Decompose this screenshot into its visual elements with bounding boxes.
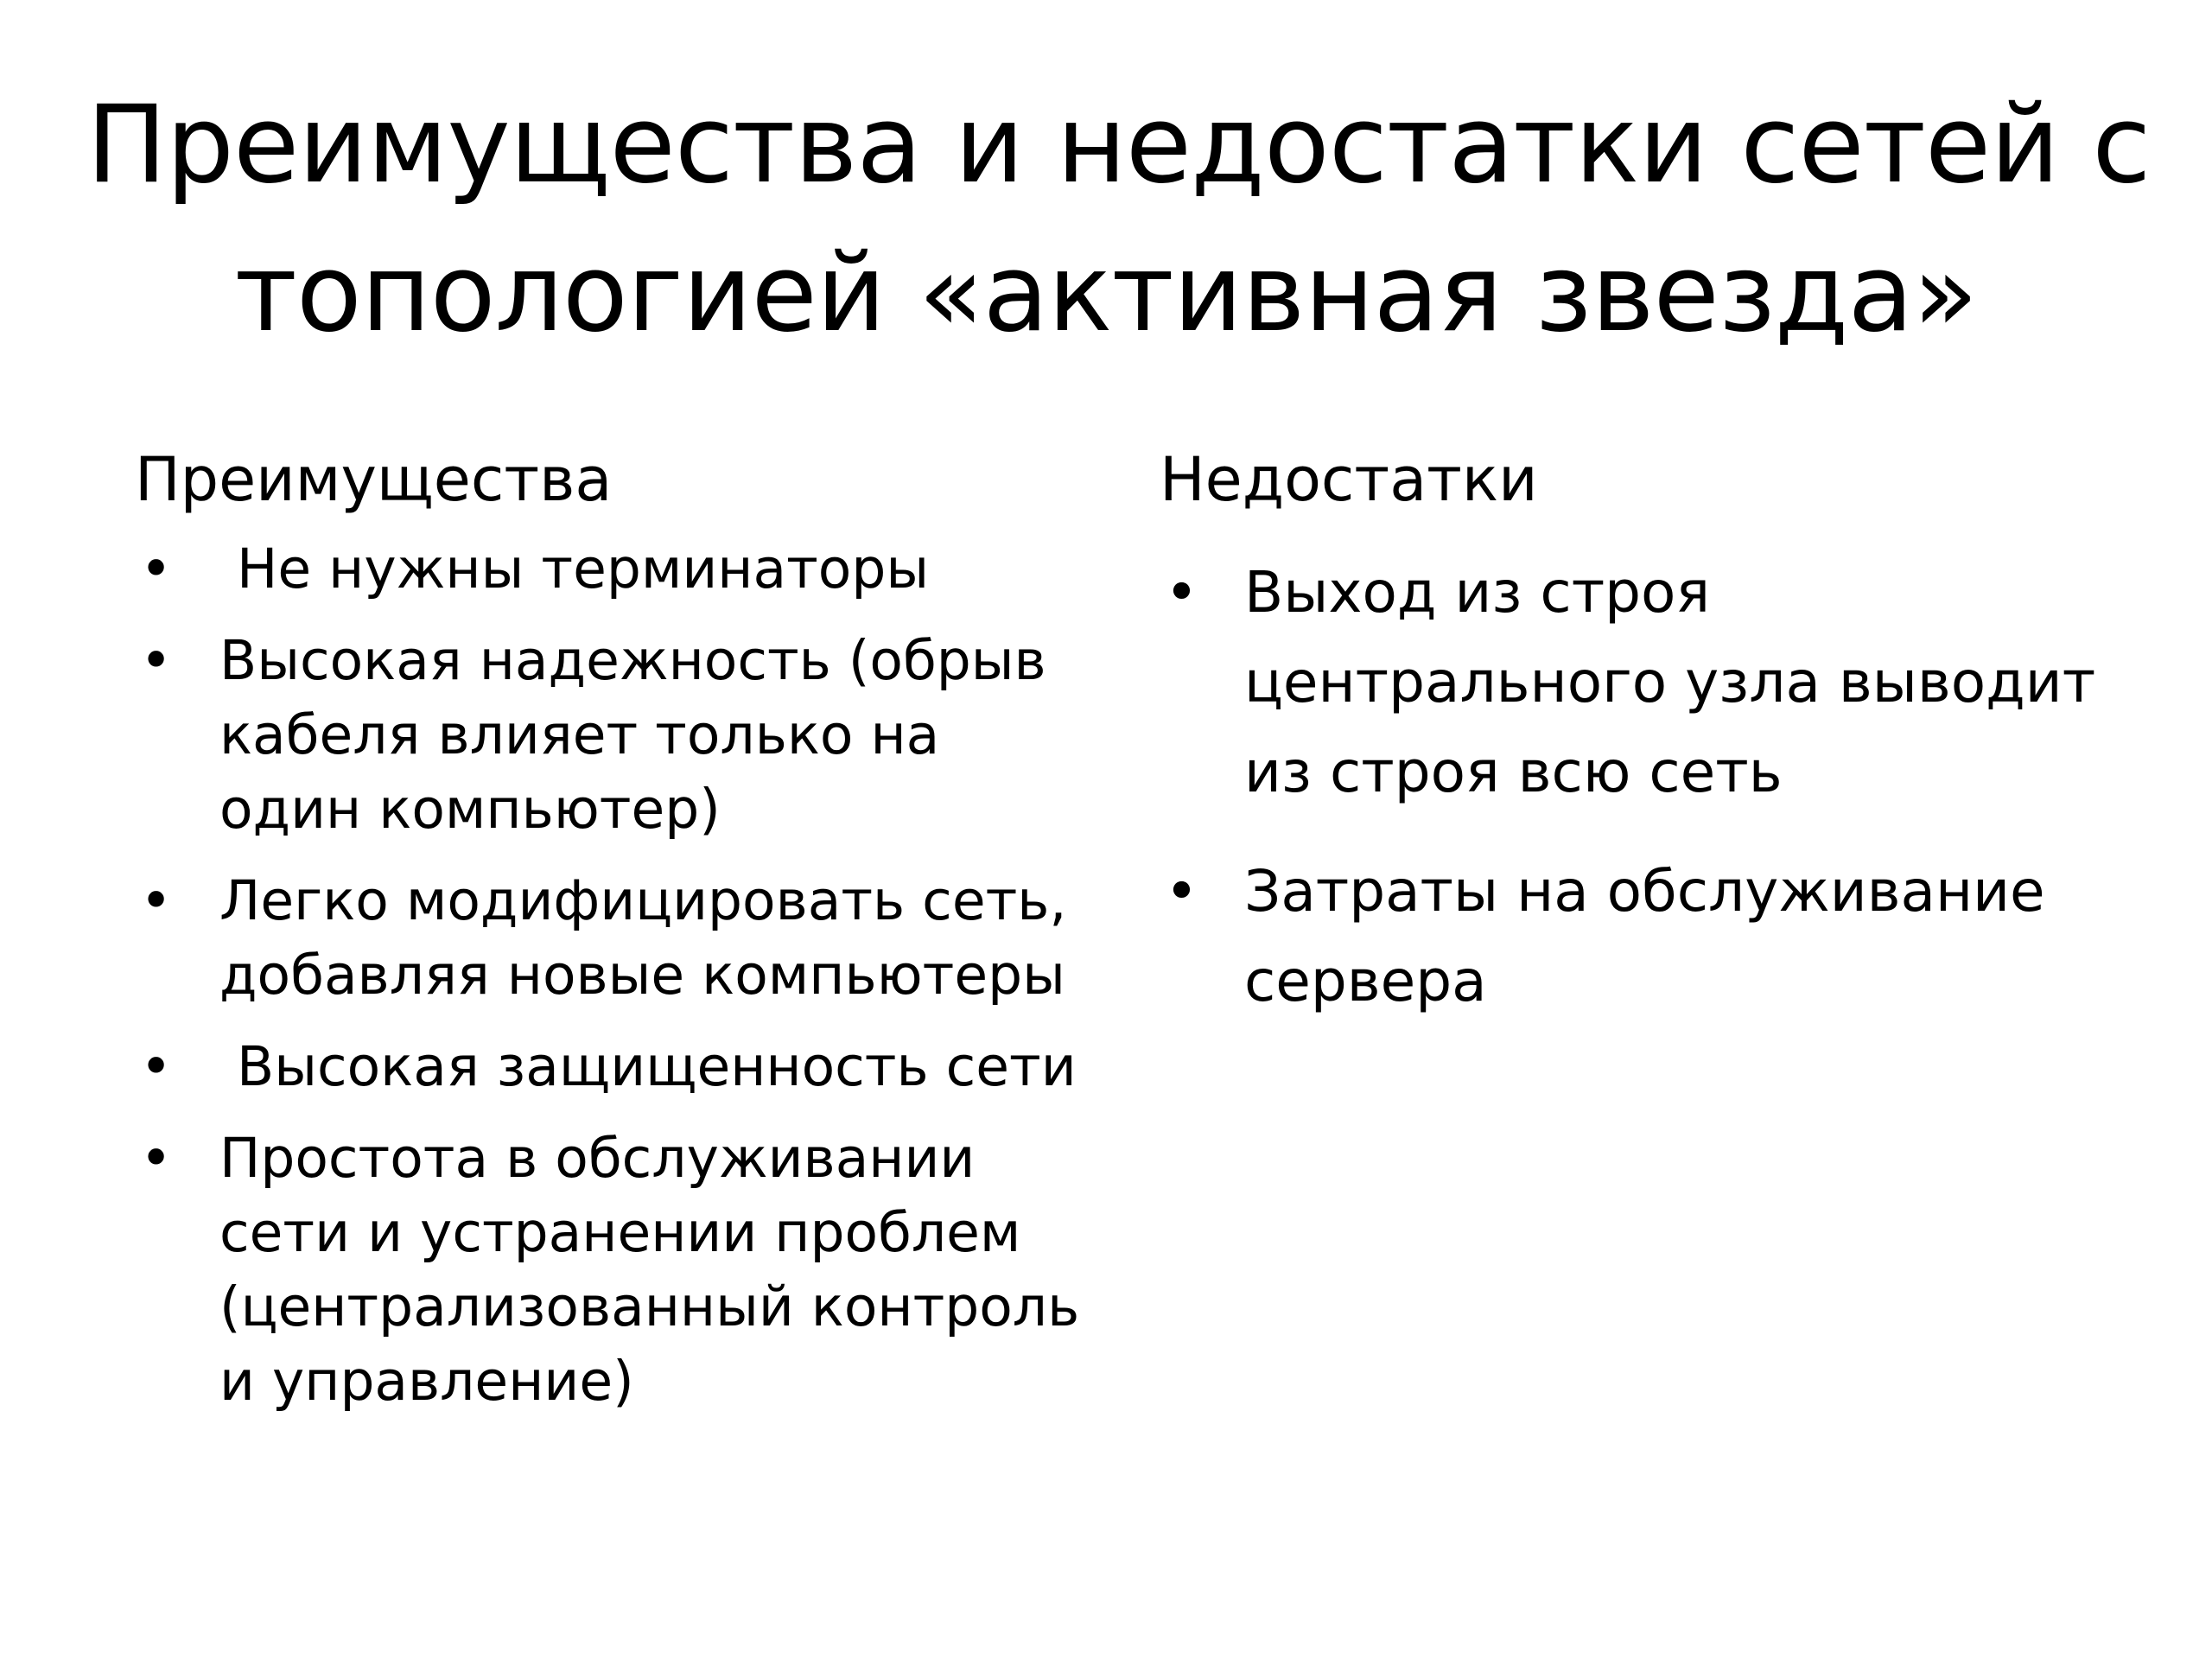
bullet-icon: •	[1165, 559, 1198, 626]
disadvantages-list	[1160, 548, 2136, 1027]
advantages-column	[135, 441, 1085, 1436]
list-item	[1160, 548, 2136, 817]
list-item	[135, 864, 1085, 1013]
advantages-list	[135, 532, 1085, 1419]
list-item	[1160, 847, 2136, 1027]
list-item	[135, 624, 1085, 847]
bullet-icon: •	[140, 629, 173, 692]
bullet-icon: •	[140, 1127, 173, 1190]
list-item-text: Легко модифицировать сеть, добавляя новые компьютеры	[219, 869, 1067, 1007]
bullet-icon: •	[1165, 858, 1198, 925]
bullet-icon: •	[140, 1035, 173, 1098]
list-item	[135, 1122, 1085, 1419]
title-line-1: Преимущества и недостатки сетей с	[86, 83, 2151, 207]
list-item-text: Затраты на обслуживание сервера	[1244, 858, 2045, 1014]
disadvantages-column	[1160, 441, 2136, 1030]
list-item-text: Высокая защищенность сети	[219, 1035, 1077, 1098]
advantages-heading: Преимущества	[135, 444, 613, 515]
list-item	[135, 1030, 1085, 1104]
list-item	[135, 532, 1085, 607]
list-item-text: Не нужны терминаторы	[219, 537, 930, 601]
list-item-text: Простота в обслуживании сети и устранении проблем (централизованный контроль и управление)	[219, 1127, 1080, 1413]
slide-title	[86, 71, 2151, 368]
bullet-icon: •	[140, 537, 173, 601]
list-item-text: Высокая надежность (обрыв кабеля влияет только на один компьютер)	[219, 629, 1046, 841]
list-item-text: Выход из строя центрального узла выводит из строя всю сеть	[1244, 559, 2096, 805]
title-line-2: топологией «активная звезда»	[234, 232, 1978, 356]
disadvantages-heading: Недостатки	[1160, 444, 1538, 515]
bullet-icon: •	[140, 869, 173, 932]
